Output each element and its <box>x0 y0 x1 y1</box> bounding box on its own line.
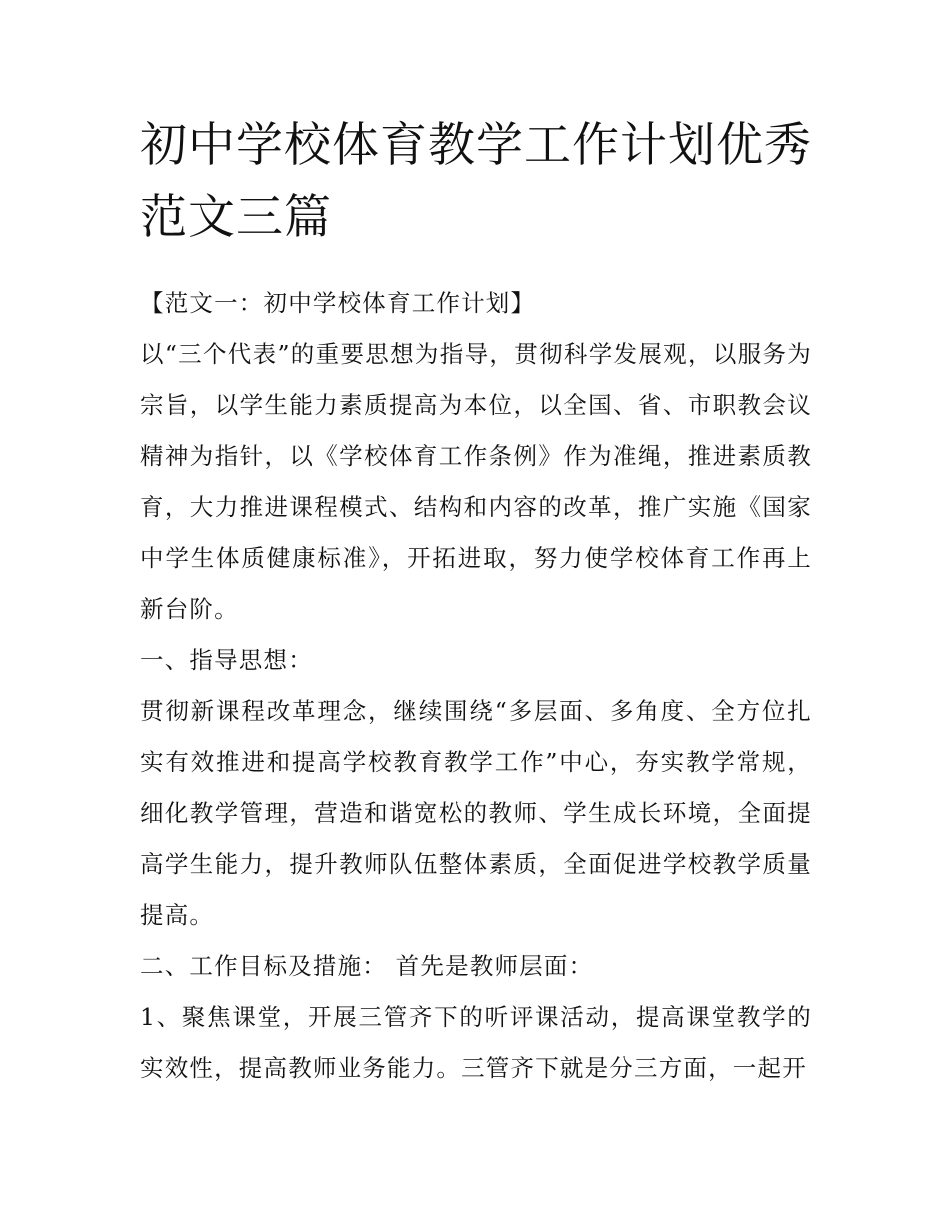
section-heading-goals-measures: 二、工作目标及措施： 首先是教师层面： <box>140 952 594 980</box>
section-heading-fanwen-1: 【范文一：初中学校体育工作计划】 <box>140 289 536 317</box>
section-heading-guiding-ideology: 一、指导思想： <box>140 646 313 674</box>
body-paragraph-intro: 以“三个代表”的重要思想为指导，贯彻科学发展观，以服务为宗旨，以学生能力素质提高为本位，以全国、省、市职教会议精神为指针，以《学校体育工作条例》作为准绳，推进素质教育，大力推进课程模式、结构和内容的改革，推广实施《国家中学生体质健康标准》，开拓进取，努力使学校体育工作再上新台阶。 <box>140 340 812 623</box>
document-title: 初中学校体育教学工作计划优秀范文三篇 <box>140 118 812 245</box>
body-paragraph-guiding-ideology: 贯彻新课程改革理念，继续围绕“多层面、多角度、全方位扎实有效推进和提高学校教育教学工作”中心，夯实教学常规，细化教学管理，营造和谐宽松的教师、学生成长环境，全面提高学生能力，提升教师队伍整体素质，全面促进学校教学质量提高。 <box>140 697 812 929</box>
body-paragraph-item-1: 1、聚焦课堂，开展三管齐下的听评课活动，提高课堂教学的实效性，提高教师业务能力。三管齐下就是分三方面，一起开 <box>140 1003 812 1082</box>
document-body <box>140 278 812 1094</box>
